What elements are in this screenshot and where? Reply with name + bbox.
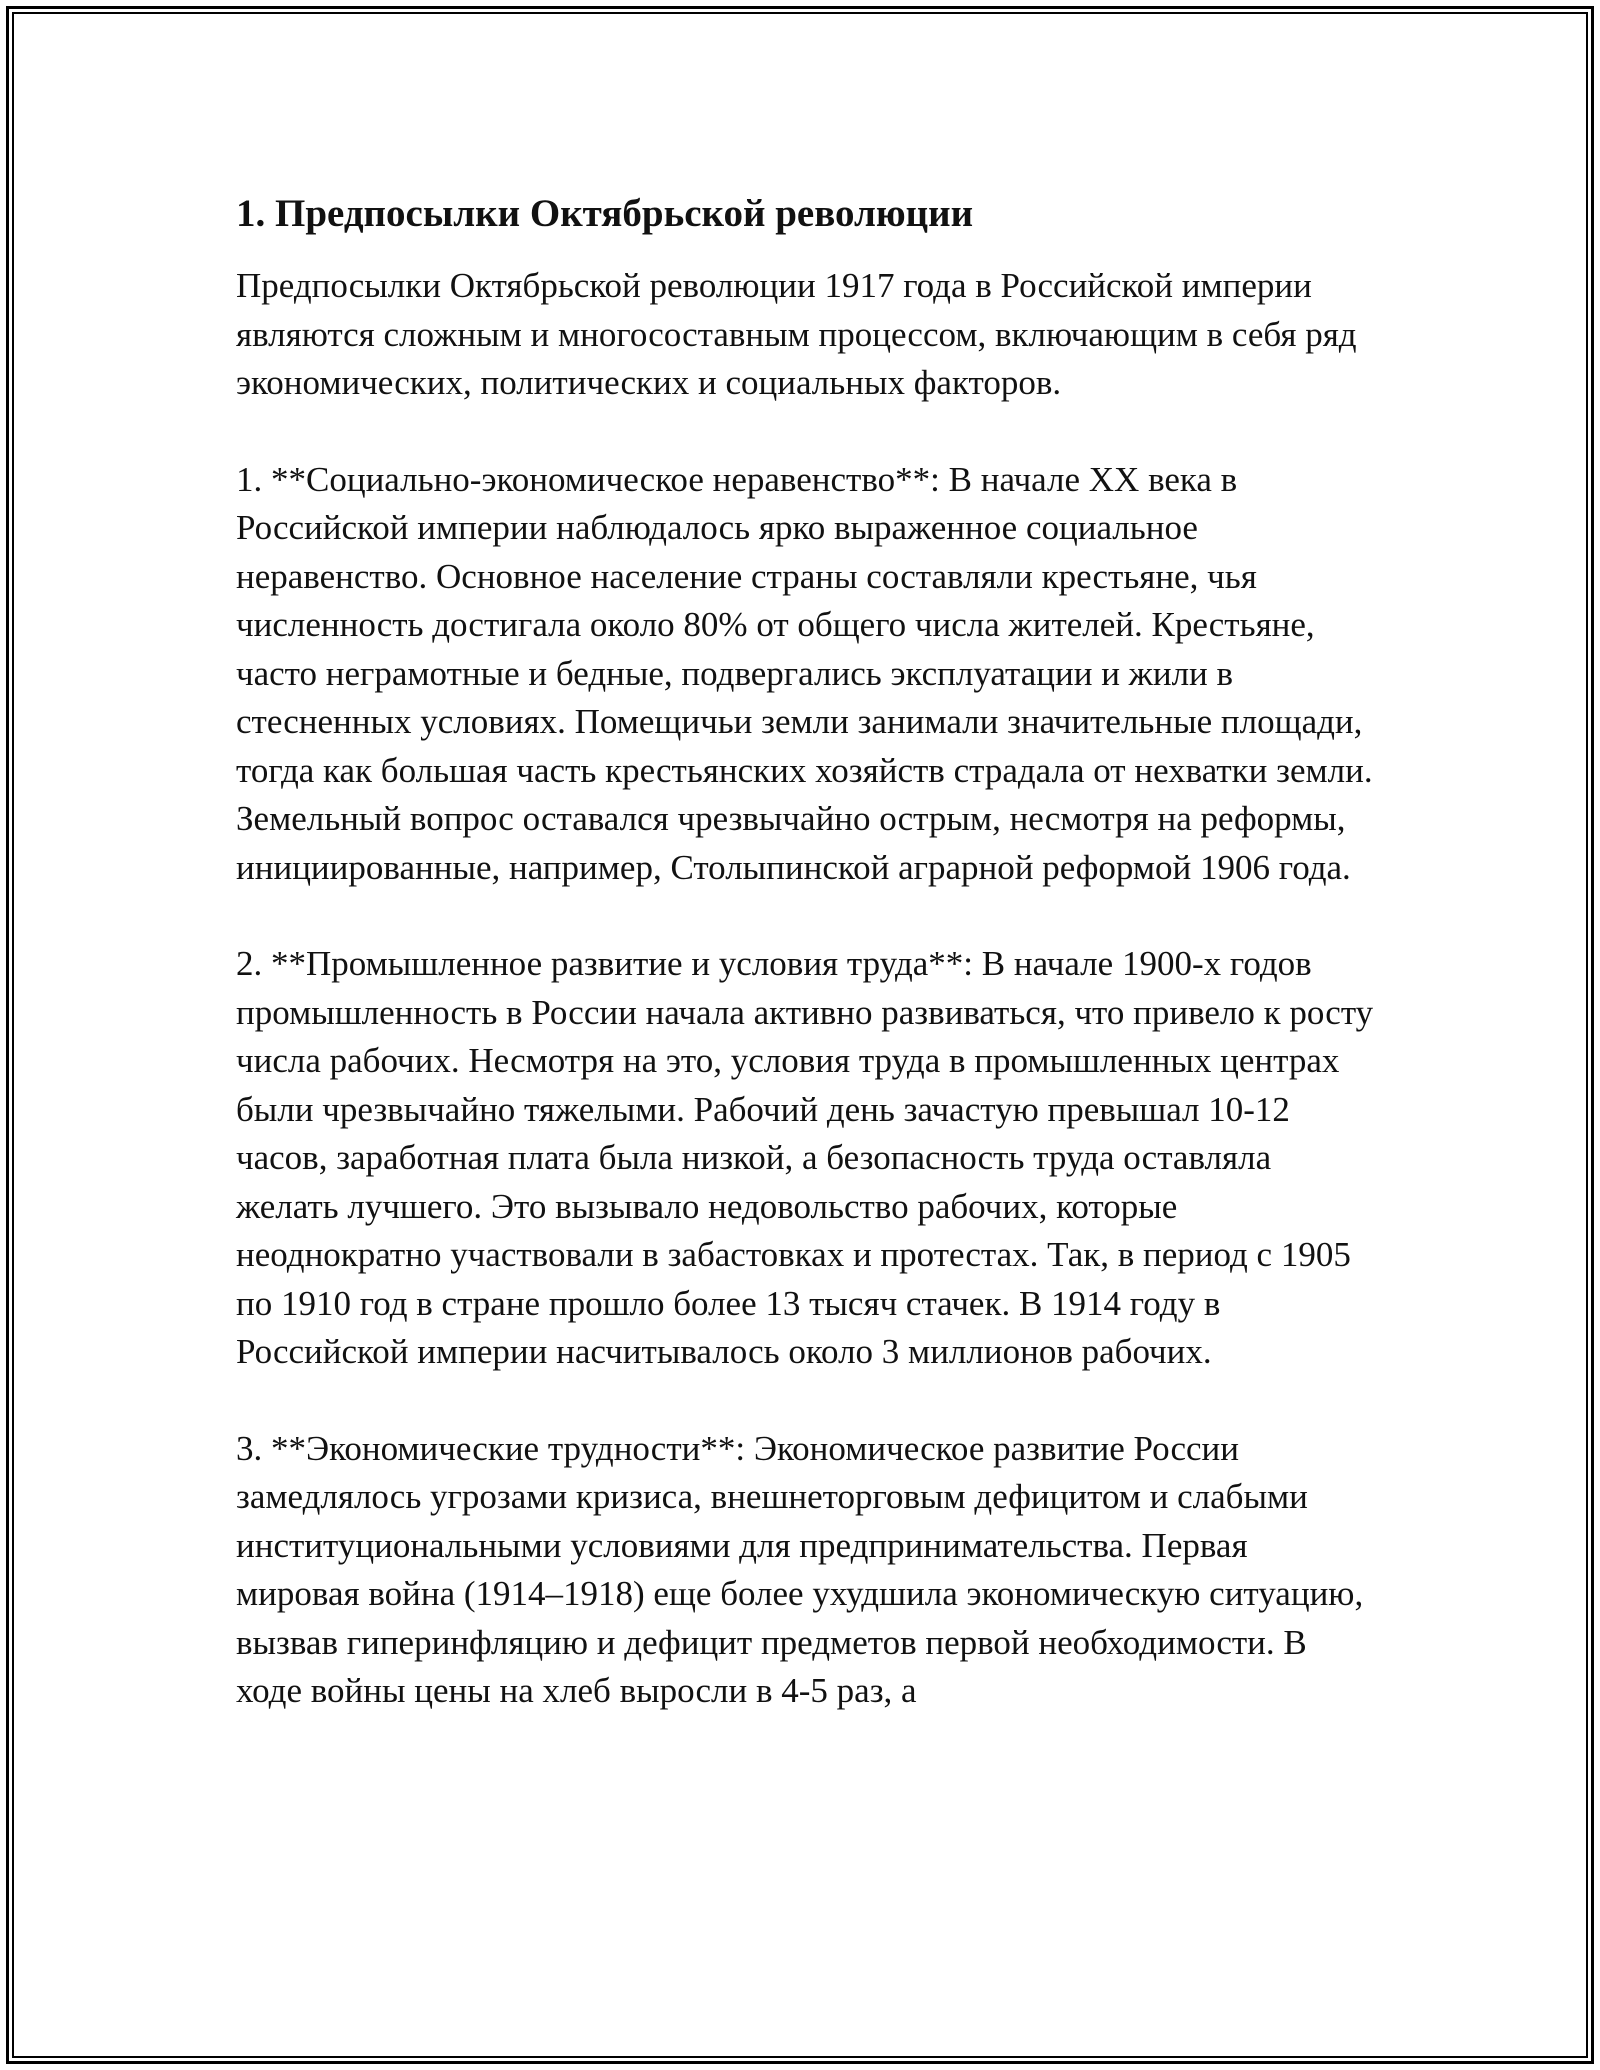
intro-paragraph: Предпосылки Октябрьской революции 1917 года в Российской империи являются сложным и многосоставным процессом, включающим в себя ряд экономических, политических и социальных факторов. (236, 266, 1357, 402)
paragraph-economic-difficulties: 3. **Экономические трудности**: Экономическое развитие России замедлялось угрозами кризиса, внешнеторговым дефицитом и слабыми институциональными условиями для предпринимательства. Первая мировая война (1914–1918) еще более ухудшила экономическую ситуацию, вызвав гиперинфляцию и дефицит предметов первой необходимости. В ходе войны цены на хлеб выросли в 4-5 раз, а (236, 1428, 1364, 1710)
section-title: 1. Предпосылки Октябрьской революции (236, 192, 974, 235)
paragraph-industrial-development: 2. **Промышленное развитие и условия труда**: В начале 1900-х годов промышленность в России начала активно развиваться, что привело к росту числа рабочих. Несмотря на это, условия труда в промышленных центрах были чрезвычайно тяжелыми. Рабочий день зачастую превышал 10-12 часов, заработная плата была низкой, а безопасность труда оставляла желать лучшего. Это вызывало недовольство рабочих, которые неоднократно участвовали в забастовках и протестах. Так, в период с 1905 по 1910 год в стране прошло более 13 тысяч стачек. В 1914 году в Российской империи насчитывалось около 3 миллионов рабочих. (236, 944, 1374, 1371)
paragraph-social-economic-inequality: 1. **Социально-экономическое неравенство**: В начале XX века в Российской империи наблюдалось ярко выраженное социальное неравенство. Основное население страны составляли крестьяне, чья численность достигала около 80% от общего числа жителей. Крестьяне, часто неграмотные и бедные, подвергались эксплуатации и жили в стесненных условиях. Помещичьи земли занимали значительные площади, тогда как большая часть крестьянских хозяйств страдала от нехватки земли. Земельный вопрос оставался чрезвычайно острым, несмотря на реформы, инициированные, например, Столыпинской аграрной реформой 1906 года. (236, 459, 1373, 887)
document-content (236, 188, 1376, 1716)
